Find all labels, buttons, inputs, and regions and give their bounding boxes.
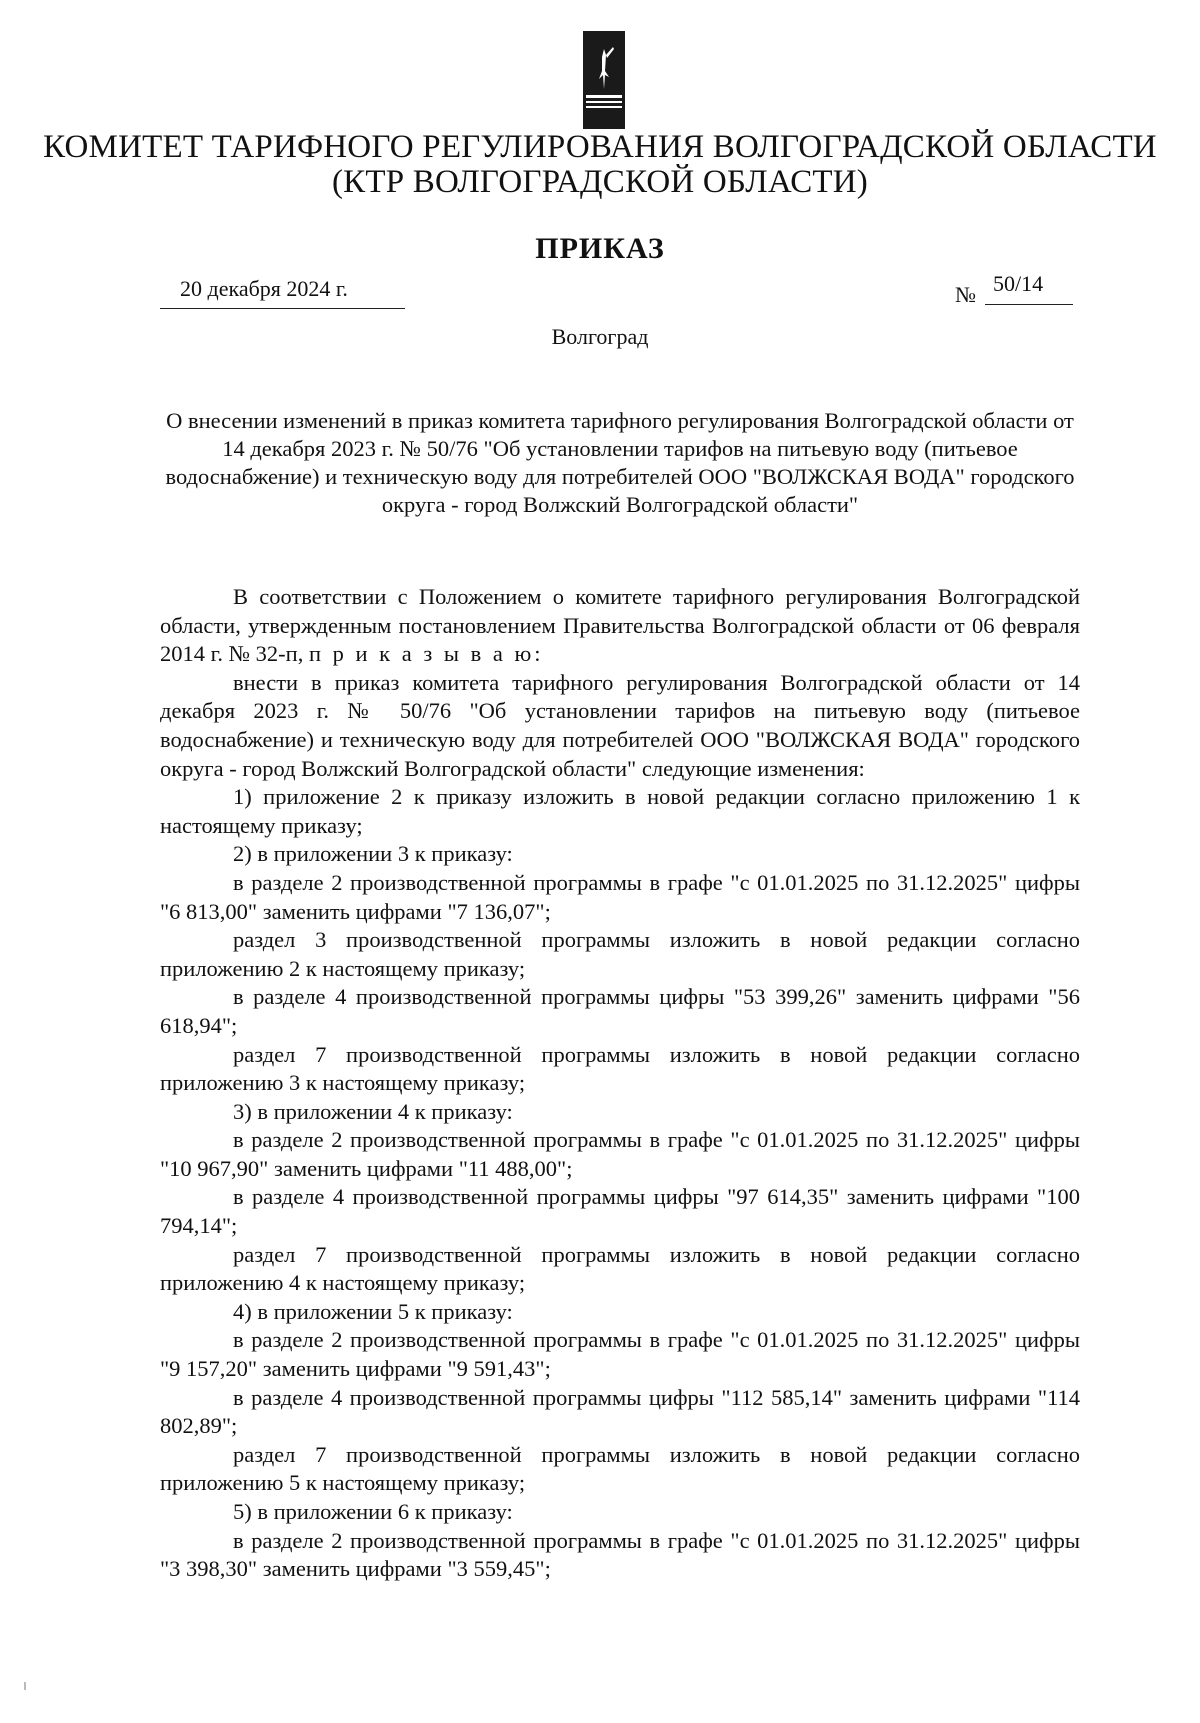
body-paragraph: раздел 7 производственной программы изложить в новой редакции согласно приложению 3 к настоящему приказу; (160, 1041, 1080, 1096)
body-paragraph: в разделе 4 производственной программы цифры "97 614,35" заменить цифрами "100 794,14"; (160, 1184, 1080, 1239)
document-type: ПРИКАЗ (535, 232, 665, 265)
body-paragraph: в разделе 2 производственной программы в графе "с 01.01.2025 по 31.12.2025" цифры "6 813,00" заменить цифрами "7 136,07"; (160, 869, 1080, 924)
org-short-name: (КТР ВОЛГОГРАДСКОЙ ОБЛАСТИ) (331, 164, 868, 200)
body-paragraph: 4) в приложении 5 к приказу: (233, 1298, 513, 1324)
body-paragraph: 1) приложение 2 к приказу изложить в новой редакции согласно приложению 1 к настоящему приказу; (160, 784, 1080, 838)
body-paragraph: 5) в приложении 6 к приказу: (233, 1499, 513, 1524)
city: Волгоград (551, 324, 649, 349)
org-name: КОМИТЕТ ТАРИФНОГО РЕГУЛИРОВАНИЯ ВОЛГОГРАДСКОЙ ОБЛАСТИ (43, 129, 1157, 165)
body-paragraph: в разделе 4 производственной программы цифры "112 585,14" заменить цифрами "114 802,89"; (160, 1384, 1080, 1439)
body-paragraph: раздел 7 производственной программы изложить в новой редакции согласно приложению 4 к настоящему приказу; (160, 1241, 1080, 1296)
order-date: 20 декабря 2024 г. (160, 276, 405, 309)
body-paragraph: 2) в приложении 3 к приказу: (233, 841, 513, 867)
order-number: 50/14 (985, 271, 1073, 305)
body-paragraph: в разделе 2 производственной программы в графе "с 01.01.2025 по 31.12.2025" цифры "3 398,30" заменить цифрами "3 559,45"; (160, 1527, 1080, 1582)
order-body (160, 583, 1080, 1584)
order-number-label: № (955, 282, 976, 307)
body-paragraph: 3) в приложении 4 к приказу: (233, 1098, 513, 1124)
body-paragraph: внести в приказ комитета тарифного регулирования Волгоградской области от 14 декабря 2023 г. № 50/76 "Об установлении тарифов на питьевую воду (питьевое водоснабжение) и техническую воду для потребителей ООО "ВОЛЖСКАЯ ВОДА" городского округа - город Волжский Волгоградской области" следующие изменения: (160, 669, 1080, 781)
order-verb: п р и к а з ы в а ю: (308, 641, 544, 667)
coat-of-arms-emblem (583, 31, 625, 129)
body-paragraph: в разделе 4 производственной программы цифры "53 399,26" заменить цифрами "56 618,94"; (160, 984, 1080, 1038)
body-paragraph: в разделе 2 производственной программы в графе "с 01.01.2025 по 31.12.2025" цифры "9 157,20" заменить цифрами "9 591,43"; (160, 1327, 1080, 1382)
scan-artifact (24, 1682, 26, 1690)
body-intro: В соответствии с Положением о комитете тарифного регулирования Волгоградской области, утвержденным постановлением Правительства Волгоградской области от 06 февраля 2014 г. № 32-п, п р и к а з ы в а ю: (160, 584, 1080, 667)
body-paragraph: раздел 3 производственной программы изложить в новой редакции согласно приложению 2 к настоящему приказу; (160, 927, 1080, 981)
body-paragraph: раздел 7 производственной программы изложить в новой редакции согласно приложению 5 к настоящему приказу; (160, 1441, 1080, 1496)
order-subject: О внесении изменений в приказ комитета тарифного регулирования Волгоградской области от 14 декабря 2023 г. № 50/76 "Об установлении тарифов на питьевую воду (питьевое водоснабжение) и техническую воду для потребителей ООО "ВОЛЖСКАЯ ВОДА" городского округа - город Волжский Волгоградской области" (165, 408, 1075, 517)
body-paragraph: в разделе 2 производственной программы в графе "с 01.01.2025 по 31.12.2025" цифры "10 967,90" заменить цифрами "11 488,00"; (160, 1127, 1080, 1181)
